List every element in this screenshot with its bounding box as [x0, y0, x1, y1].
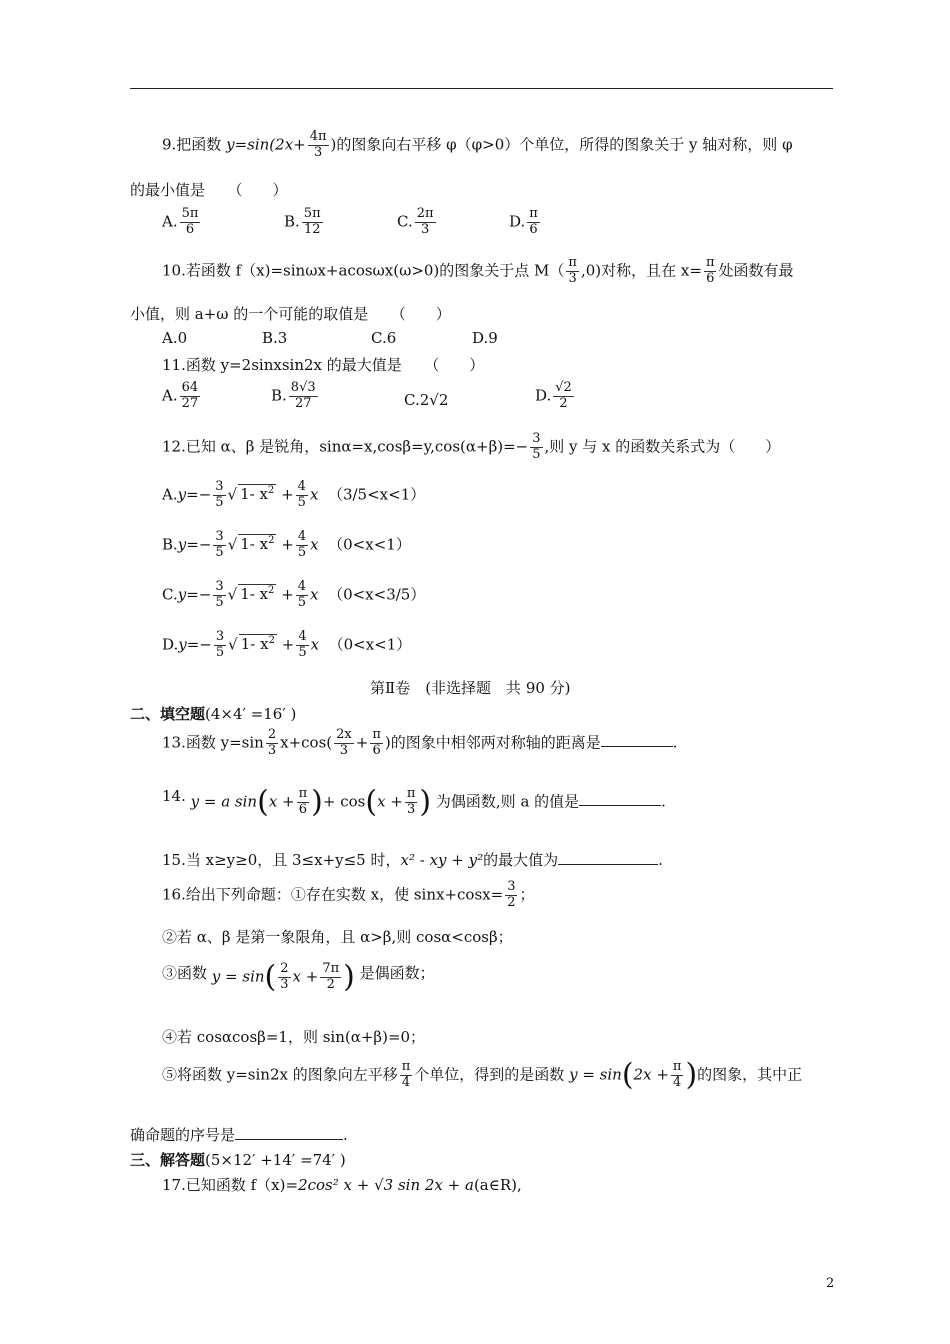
- q9-c-den: 3: [420, 221, 430, 237]
- q12-b-var: x: [310, 535, 319, 554]
- q12-d-lead: y=−: [178, 635, 212, 654]
- q12-c-lead: y=−: [177, 585, 212, 604]
- q16-f-den: 2: [507, 894, 516, 910]
- section-2-title: 第Ⅱ卷 (非选择题 共 90 分): [370, 679, 571, 697]
- q12-a-lead: y=−: [177, 485, 212, 504]
- q14-answer-blank[interactable]: [579, 805, 661, 806]
- q13-part3: )的图象中相邻两对称轴的距离是: [384, 733, 601, 752]
- q16-item3-mid: x +: [292, 967, 319, 986]
- q12-b-lead: y=−: [177, 535, 212, 554]
- q10-m-num: π: [568, 255, 577, 270]
- q13-a-num: 2: [267, 727, 277, 742]
- q12-b-root-exp: 2: [268, 535, 275, 547]
- q11-d-num: √2: [555, 380, 572, 395]
- q17-part2: (a∈R),: [473, 1176, 522, 1194]
- q12-option-d: D.y=− $\frac{3}{5}$ √ 1- $x^2$ + $\frac{4}{5}$ x （0<x<1）: [162, 629, 412, 660]
- q16-item3-a-den: 3: [280, 976, 289, 992]
- q10-part2: ,0)对称，且在 x=: [580, 261, 702, 280]
- q12-c-label: C.: [162, 585, 178, 604]
- q11-a-label: A.: [162, 386, 178, 405]
- q16-item3-b-den: 2: [326, 976, 335, 992]
- q12-b-label: B.: [162, 535, 178, 554]
- q10-option-a: A.0: [162, 329, 188, 347]
- q9-fraction: [308, 130, 329, 161]
- q13-end: .: [672, 733, 678, 752]
- q12-d-root-exp: 2: [268, 635, 275, 647]
- q13-plus: +: [355, 733, 369, 752]
- q12-a-root: 1- x: [240, 485, 268, 504]
- q14-end: .: [661, 792, 666, 811]
- q11-b-den: 27: [294, 395, 312, 411]
- q16-item5-part3: 的图象，其中正: [697, 1065, 803, 1084]
- q16-f-num: 3: [507, 879, 516, 894]
- q16-part1: 16.给出下列命题：①存在实数 x，使 sinx+cosx=: [162, 885, 504, 904]
- q15-part2: 的最大值为: [483, 851, 559, 869]
- q14-lead: y = a sin: [190, 792, 258, 811]
- q10-option-c: C.6: [371, 329, 397, 347]
- q12-c-root-exp: 2: [268, 585, 275, 597]
- q12-d-c2-num: 4: [298, 629, 307, 644]
- q12-d-c1-den: 5: [215, 644, 225, 660]
- question-10: [162, 256, 794, 287]
- q10-x-den: 6: [706, 270, 715, 286]
- q9-b-den: 12: [303, 221, 321, 237]
- q12-part2: ,则 y 与 x 的函数关系式为（ ）: [544, 437, 781, 456]
- q13-answer-blank[interactable]: [601, 746, 673, 747]
- q12-a-root-exp: 2: [267, 485, 275, 497]
- q16-answer-blank[interactable]: [235, 1139, 343, 1140]
- q13-c-den: 6: [372, 742, 381, 758]
- q9-d-label: D.: [509, 212, 526, 231]
- q13-b-num: 2x: [336, 727, 352, 742]
- question-17: [162, 1174, 522, 1195]
- q12-b-c2-den: 5: [297, 544, 307, 560]
- q12-a-range: （3/5<x<1）: [327, 485, 426, 504]
- q9-a-label: A.: [162, 212, 178, 231]
- q12-b-c2-num: 4: [297, 529, 307, 544]
- q14-inner1: x +: [268, 792, 295, 811]
- q9-frac-den: 3: [313, 144, 323, 160]
- q15-end: .: [658, 851, 663, 869]
- q10-option-d: D.9: [472, 329, 498, 347]
- q11-option-c: [404, 391, 448, 409]
- q12-c-c2-den: 5: [297, 594, 307, 610]
- q13-b-den: 3: [339, 742, 349, 758]
- q9-a-num: 5π: [181, 206, 199, 221]
- q11-c-value: 2√2: [419, 391, 449, 409]
- q16-item5-func: y = sin: [569, 1065, 622, 1084]
- q16-end: .: [343, 1126, 348, 1144]
- q14-f2-num: π: [406, 786, 416, 801]
- q16-item5-den: 4: [401, 1074, 411, 1090]
- q9-option-b: [284, 207, 325, 238]
- q10-part1: 10.若函数 f（x)=sinωx+acosωx(ω>0)的图象关于点 M（: [162, 261, 565, 280]
- q9-func: y=sin(2x+: [226, 135, 306, 154]
- q11-option-a: [162, 381, 202, 412]
- q12-b-root: 1- x: [240, 535, 269, 554]
- q10-m-den: 3: [568, 270, 577, 286]
- q11-c-label: C.: [404, 391, 420, 409]
- q9-option-a: [162, 207, 202, 238]
- q9-option-d: [509, 207, 542, 238]
- q16-item5-part1: ⑤将函数 y=sin2x 的图象向左平移: [162, 1065, 398, 1084]
- q13-part1: 13.函数 y=sin: [162, 733, 264, 752]
- section-2-score: (4×4′ =16′ ): [205, 705, 297, 723]
- q16-part2: ；: [519, 885, 535, 904]
- question-11: 11.函数 y=2sinxsin2x 的最大值是 （ ）: [162, 356, 485, 374]
- question-9: [162, 130, 793, 161]
- q12-option-a: A.y=− $\frac{3}{5}$ √ 1- $x^2$ + $\frac{4}{5}$ x （3/5<x<1）: [162, 479, 426, 510]
- q14-f2-den: 3: [406, 801, 416, 817]
- q12-a-c1-num: 3: [215, 479, 224, 494]
- q12-d-root: 1- x: [240, 635, 269, 654]
- q12-d-label: D.: [162, 635, 179, 654]
- q12-b-range: （0<x<1）: [328, 535, 411, 554]
- q16-item-4: ④若 cosαcosβ=1，则 sin(α+β)=0；: [162, 1028, 426, 1046]
- q11-d-label: D.: [535, 386, 552, 405]
- q12-b-c1-num: 3: [215, 529, 224, 544]
- q12-d-c2-den: 5: [298, 644, 307, 660]
- q16-item3-end: 是偶函数；: [359, 964, 435, 982]
- q12-c-var: x: [310, 585, 319, 604]
- question-16: [162, 880, 535, 911]
- q12-c-range: （0<x<3/5）: [328, 585, 426, 604]
- q9-c-num: 2π: [416, 206, 434, 221]
- section-3-label: 三、解答题: [130, 1151, 206, 1169]
- q16-item5-b-den: 4: [673, 1074, 682, 1090]
- section-2-label: 二、填空题: [130, 705, 206, 723]
- q15-answer-blank[interactable]: [558, 864, 658, 865]
- q12-a-c2-den: 5: [297, 494, 306, 510]
- q16-item5-b-num: π: [672, 1059, 682, 1074]
- q14-inner2: x +: [377, 792, 403, 811]
- q11-b-num: 8√3: [290, 380, 316, 395]
- q12-c-root: 1- x: [240, 585, 269, 604]
- q9-frac-num: 4π: [309, 129, 327, 144]
- q12-c-c1-num: 3: [215, 579, 224, 594]
- q14-f1-num: π: [298, 786, 308, 801]
- q16-item-5: ⑤将函数 y=sin2x 的图象向左平移 $\frac{\pi}{4}$ 个单位，得到的是函数 y = sin(2x + $\frac{\pi}{4}$ )的图象，其中正: [162, 1057, 803, 1093]
- q12-a-plus: +: [281, 485, 294, 504]
- q14-f1-den: 6: [298, 801, 308, 817]
- q11-a-den: 27: [181, 395, 199, 411]
- q11-option-b: [271, 381, 320, 412]
- page-number: 2: [826, 1276, 835, 1291]
- q17-expr: 2cos² x + √3 sin 2x + a: [298, 1176, 474, 1194]
- q12-option-b: B.y=− $\frac{3}{5}$ √ 1- $x^2$ + $\frac{4}{5}$ x （0<x<1）: [162, 529, 411, 560]
- q9-a-den: 6: [185, 221, 195, 237]
- q12-d-range: （0<x<1）: [328, 635, 412, 654]
- q11-option-d: [535, 381, 576, 412]
- q12-c-plus: +: [281, 585, 294, 604]
- q17-part1: 17.已知函数 f（x)=: [162, 1176, 299, 1194]
- q12-a-c2-num: 4: [297, 479, 306, 494]
- q9-d-den: 6: [529, 221, 538, 237]
- q10-line2: 小值，则 a+ω 的一个可能的取值是 （ ）: [130, 305, 451, 323]
- q15-expr: x² - xy + y²: [400, 851, 484, 869]
- q12-f-num: 3: [532, 431, 541, 446]
- q14-mid: + cos: [322, 792, 366, 811]
- q9-prefix: 9.把函数: [162, 135, 227, 154]
- q9-d-num: π: [529, 206, 538, 221]
- q12-a-label: A.: [162, 485, 178, 504]
- q16-item5-num: π: [401, 1059, 411, 1074]
- q11-d-den: 2: [559, 395, 568, 411]
- q11-a-num: 64: [181, 380, 199, 395]
- q12-d-var: x: [310, 635, 320, 654]
- question-14: 14. y = a sin(x + $\frac{\pi}{6}$ )+ cos(x + $\frac{\pi}{3}$ ) 为偶函数,则 a 的值是 .: [162, 784, 666, 820]
- question-15: [162, 849, 663, 870]
- q9-b-num: 5π: [303, 206, 321, 221]
- q11-b-label: B.: [271, 386, 287, 405]
- section-3-heading: [130, 1149, 346, 1170]
- q16-item3-a-num: 2: [280, 961, 289, 976]
- q16-item3-b-num: 7π: [322, 961, 340, 976]
- q16-item5-inner: 2x +: [633, 1065, 669, 1084]
- q10-option-b: B.3: [262, 329, 288, 347]
- q14-number: 14.: [162, 787, 186, 805]
- header-rule: [130, 88, 833, 89]
- q12-c-c2-num: 4: [297, 579, 307, 594]
- q12-a-var: x: [309, 485, 319, 504]
- q16-item3-func: y = sin: [211, 967, 265, 986]
- question-13: [162, 728, 678, 759]
- q10-part3: 处函数有最: [718, 261, 794, 280]
- q12-b-c1-den: 5: [215, 544, 224, 560]
- q16-item-2: ②若 α、β 是第一象限角，且 α>β,则 cosα<cosβ；: [162, 928, 513, 946]
- q13-a-den: 3: [267, 742, 277, 758]
- q10-x-num: π: [705, 255, 715, 270]
- q12-d-plus: +: [281, 635, 295, 654]
- q12-d-c1-num: 3: [215, 629, 225, 644]
- q9-option-c: [397, 207, 438, 238]
- q9-suffix: )的图象向右平移 φ（φ>0）个单位，所得的图象关于 y 轴对称，则 φ: [330, 135, 793, 154]
- q12-option-c: C.y=− $\frac{3}{5}$ √ 1- $x^2$ + $\frac{4}{5}$ x （0<x<3/5）: [162, 579, 426, 610]
- q12-c-c1-den: 5: [215, 594, 224, 610]
- q12-part1: 12.已知 α、β 是锐角，sinα=x,cosβ=y,cos(α+β)=−: [162, 437, 529, 456]
- q13-c-num: π: [372, 727, 381, 742]
- q16-line-end: [130, 1124, 348, 1145]
- q16-item5-part2: 个单位，得到的是函数: [414, 1065, 565, 1084]
- q12-f-den: 5: [532, 446, 541, 462]
- q9-b-label: B.: [284, 212, 300, 231]
- q9-line2: 的最小值是 （ ）: [130, 181, 288, 199]
- section-3-score: (5×12′ +14′ =74′ ): [205, 1151, 346, 1169]
- q14-text: 为偶函数,则 a 的值是: [435, 792, 580, 811]
- q9-c-label: C.: [397, 212, 413, 231]
- q16-item3-lead: ③函数: [162, 964, 208, 982]
- q12-b-plus: +: [281, 535, 294, 554]
- q16-item-3: ③函数 y = sin( $\frac{2}{3}$ x + $\frac{7\pi}{2}$ ) 是偶函数；: [162, 959, 435, 995]
- section-2-heading: [130, 703, 296, 724]
- q13-part2: x+cos(: [280, 733, 333, 752]
- question-12: [162, 432, 780, 463]
- q15-part1: 15.当 x≥y≥0，且 3≤x+y≤5 时，: [162, 851, 401, 869]
- q12-a-c1-den: 5: [215, 494, 224, 510]
- q16-line-end-text: 确命题的序号是: [130, 1126, 236, 1144]
